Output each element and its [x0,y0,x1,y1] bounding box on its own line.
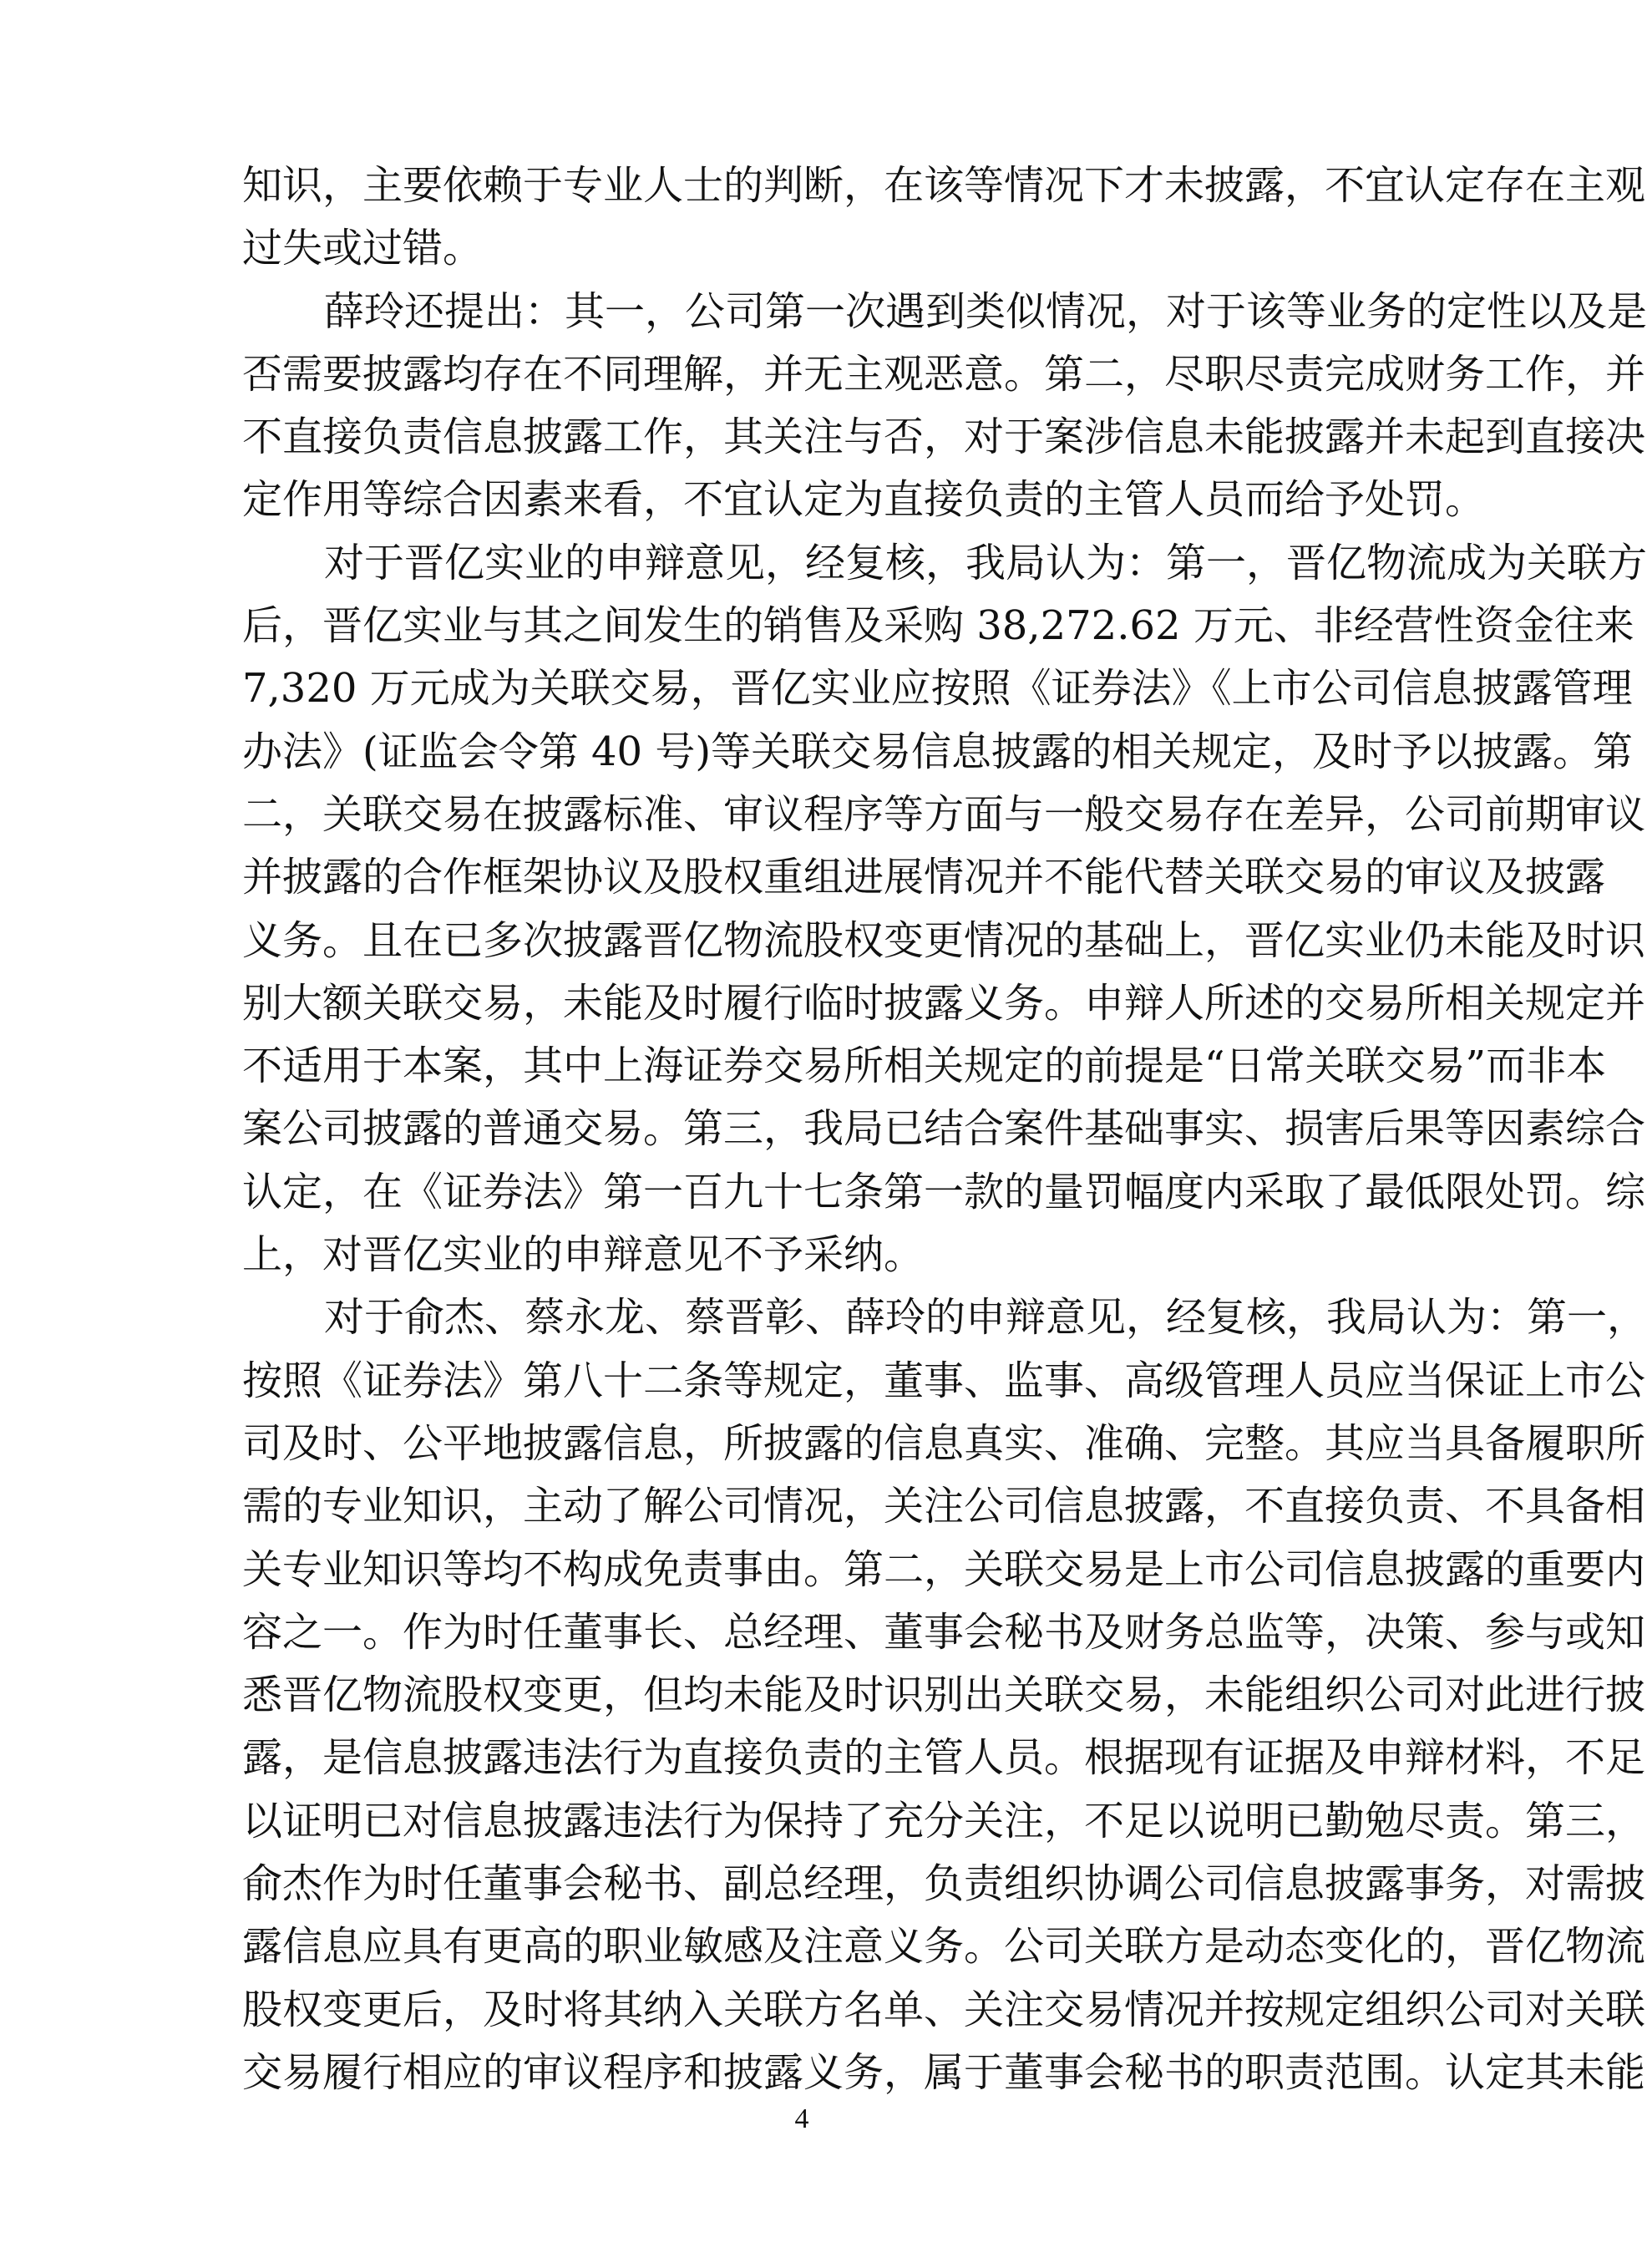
text-line: 否需要披露均存在不同理解，并无主观恶意。第二，尽职尽责完成财务工作，并 [242,350,1646,398]
text-line: 俞杰作为时任董事会秘书、副总经理，负责组织协调公司信息披露事务，对需披 [242,1860,1646,1908]
text-line: 后，晋亿实业与其之间发生的销售及采购 38,272.62 万元、非经营性资金往来 [242,602,1634,650]
text-line: 上，对晋亿实业的申辩意见不予采纳。 [242,1231,925,1279]
text-line: 二，关联交易在披露标准、审议程序等方面与一般交易存在差异，公司前期审议 [242,790,1646,838]
text-line: 办法》(证监会令第 40 号)等关联交易信息披露的相关规定，及时予以披露。第 [242,728,1634,775]
text-line: 司及时、公平地披露信息，所披露的信息真实、准确、完整。其应当具备履职所 [242,1419,1646,1467]
text-line: 并披露的合作框架协议及股权重组进展情况并不能代替关联交易的审议及披露 [242,854,1606,901]
paragraph [242,155,1646,281]
text-line: 容之一。作为时任董事长、总经理、董事会秘书及财务总监等，决策、参与或知 [242,1608,1646,1656]
paragraph [242,532,1647,1287]
text-line: 按照《证券法》第八十二条等规定，董事、监事、高级管理人员应当保证上市公 [242,1357,1646,1404]
text-line: 以证明已对信息披露违法行为保持了充分关注，不足以说明已勤勉尽责。第三， [242,1797,1646,1844]
text-line: 需的专业知识，主动了解公司情况，关注公司信息披露，不直接负责、不具备相 [242,1483,1646,1530]
text-line: 别大额关联交易，未能及时履行临时披露义务。申辩人所述的交易所相关规定并 [242,979,1646,1027]
text-line: 对于俞杰、蔡永龙、蔡晋彰、薛玲的申辩意见，经复核，我局认为：第一， [324,1294,1647,1342]
text-line: 对于晋亿实业的申辩意见，经复核，我局认为：第一，晋亿物流成为关联方 [324,539,1647,586]
text-line: 认定，在《证券法》第一百九十七条第一款的量罚幅度内采取了最低限处罚。综 [242,1168,1646,1215]
text-line: 过失或过错。 [242,225,484,272]
paragraph [242,1286,1647,2104]
text-line: 露，是信息披露违法行为直接负责的主管人员。根据现有证据及申辩材料，不足 [242,1734,1646,1782]
text-line: 不适用于本案，其中上海证券交易所相关规定的前提是“日常关联交易”而非本 [242,1043,1607,1090]
document-body [242,155,1647,2104]
text-line: 7,320 万元成为关联交易，晋亿实业应按照《证券法》《上市公司信息披露管理 [242,665,1633,713]
text-line: 不直接负责信息披露工作，其关注与否，对于案涉信息未能披露并未起到直接决 [242,414,1646,461]
paragraph [242,281,1647,532]
text-line: 股权变更后，及时将其纳入关联方名单、关注交易情况并按规定组织公司对关联 [242,1986,1646,2033]
text-line: 关专业知识等均不构成免责事由。第二，关联交易是上市公司信息披露的重要内 [242,1545,1646,1593]
page-number: 4 [794,2103,809,2134]
text-line: 案公司披露的普通交易。第三，我局已结合案件基础事实、损害后果等因素综合 [242,1105,1646,1153]
text-line: 悉晋亿物流股权变更，但均未能及时识别出关联交易，未能组织公司对此进行披 [242,1672,1646,1719]
text-line: 薛玲还提出：其一，公司第一次遇到类似情况，对于该等业务的定性以及是 [324,287,1647,335]
text-line: 交易履行相应的审议程序和披露义务，属于董事会秘书的职责范围。认定其未能 [242,2048,1646,2096]
text-line: 义务。且在已多次披露晋亿物流股权变更情况的基础上，晋亿实业仍未能及时识 [242,916,1646,964]
text-line: 知识，主要依赖于专业人士的判断，在该等情况下才未披露，不宜认定存在主观 [242,162,1646,209]
text-line: 定作用等综合因素来看，不宜认定为直接负责的主管人员而给予处罚。 [242,476,1486,524]
text-line: 露信息应具有更高的职业敏感及注意义务。公司关联方是动态变化的，晋亿物流 [242,1923,1646,1971]
